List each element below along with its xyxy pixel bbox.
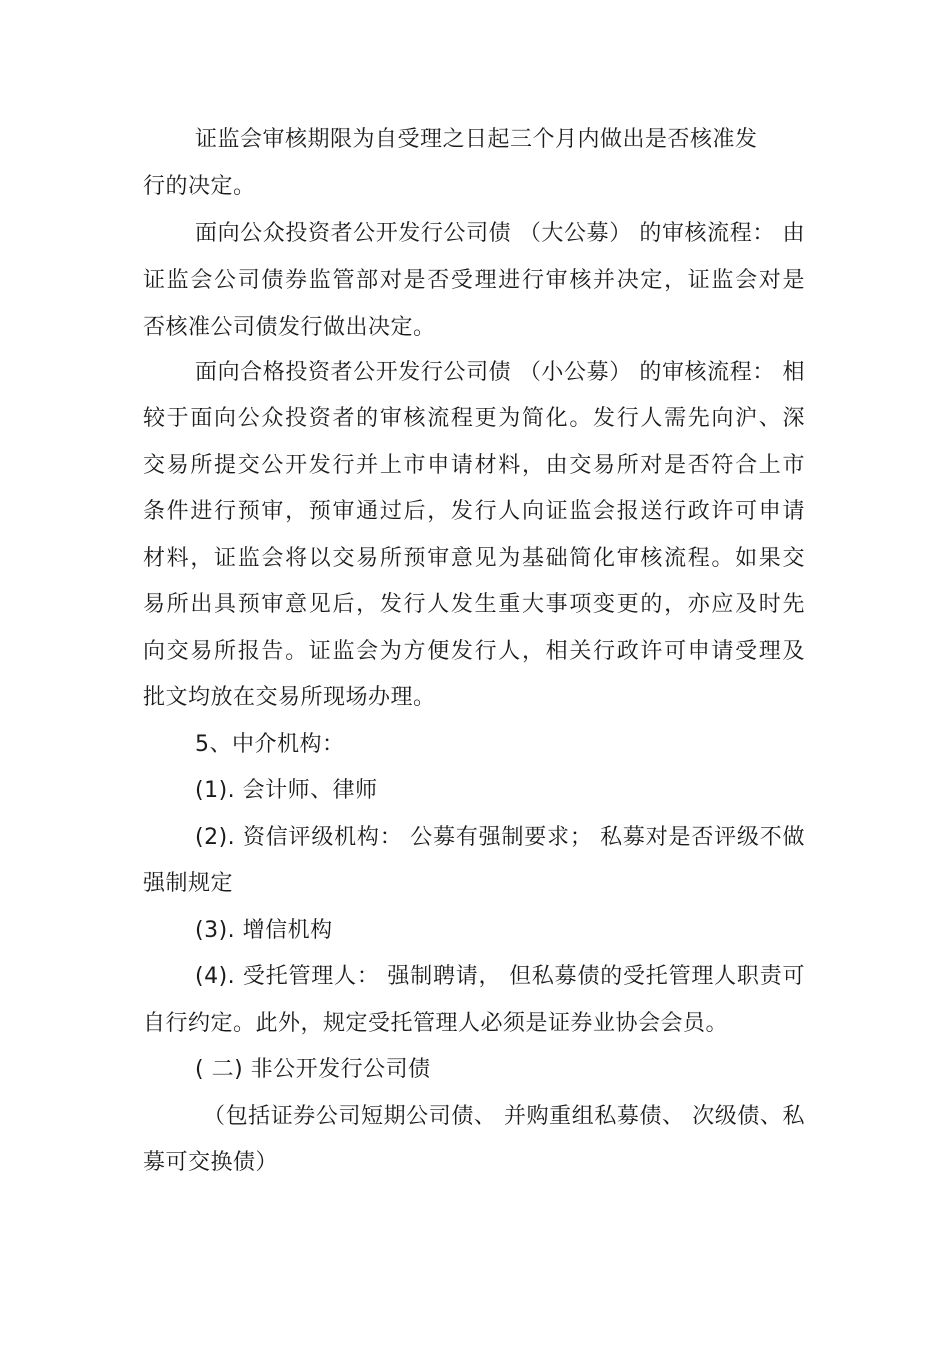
list-item: (1). 会计师、律师 <box>195 778 378 803</box>
paragraph-line: 证监会审核期限为自受理之日起三个月内做出是否核准发 <box>195 127 758 152</box>
paragraph-line: 募可交换债） <box>143 1150 279 1175</box>
list-item-continuation: 自行约定。此外，规定受托管理人必须是证券业协会会员。 <box>143 1011 729 1036</box>
paragraph-line: 批文均放在交易所现场办理。 <box>143 685 436 710</box>
list-item: (3). 增信机构 <box>195 918 333 943</box>
list-item: (2). 资信评级机构： 公募有强制要求； 私募对是否评级不做 <box>195 825 805 850</box>
paragraph-line: 否核准公司债发行做出决定。 <box>143 315 436 340</box>
paragraph-line: 较于面向公众投资者的审核流程更为简化。发行人需先向沪、深 <box>143 406 805 431</box>
list-item-continuation: 强制规定 <box>143 871 234 896</box>
paragraph-line: 条件进行预审，预审通过后，发行人向证监会报送行政许可申请 <box>143 499 805 524</box>
paragraph-line: （包括证券公司短期公司债、 并购重组私募债、 次级债、私 <box>203 1104 805 1129</box>
paragraph-line: 向交易所报告。证监会为方便发行人，相关行政许可申请受理及 <box>143 639 805 664</box>
section-heading: 5、中介机构： <box>195 732 345 757</box>
section-heading: ( 二) 非公开发行公司债 <box>195 1057 431 1082</box>
paragraph-line: 面向合格投资者公开发行公司债 （小公募） 的审核流程： 相 <box>195 360 805 385</box>
list-item: (4). 受托管理人： 强制聘请， 但私募债的受托管理人职责可 <box>195 964 805 989</box>
paragraph-line: 面向公众投资者公开发行公司债 （大公募） 的审核流程： 由 <box>195 221 805 246</box>
paragraph-line: 证监会公司债券监管部对是否受理进行审核并决定，证监会对是 <box>143 268 805 293</box>
paragraph-line: 行的决定。 <box>143 174 256 199</box>
paragraph-line: 材料，证监会将以交易所预审意见为基础简化审核流程。如果交 <box>143 546 805 571</box>
paragraph-line: 易所出具预审意见后，发行人发生重大事项变更的，亦应及时先 <box>143 592 805 617</box>
paragraph-line: 交易所提交公开发行并上市申请材料，由交易所对是否符合上市 <box>143 453 805 478</box>
